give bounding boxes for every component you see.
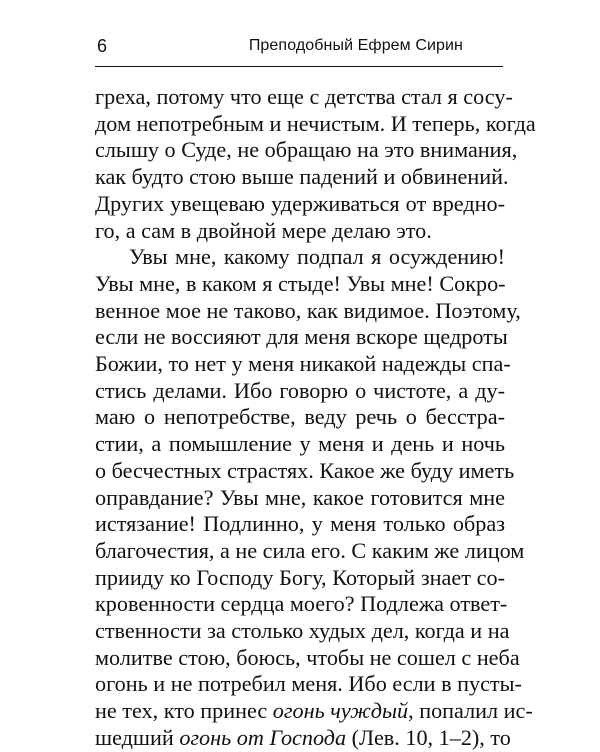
text-line: истязание! Подлинно, у меня только образ — [95, 511, 505, 537]
paragraph-1 — [95, 84, 536, 244]
text-line: маю о непотребстве, веду речь о бесстра- — [95, 404, 505, 430]
text-line: венное мое не таково, как видимое. Поэтому, — [95, 297, 521, 323]
text-line: оправдание? Увы мне, какое готовится мне — [95, 484, 505, 510]
text-line: прииду ко Господу Богу, Который знает со- — [95, 564, 505, 590]
text-line: молитве стою, боюсь, чтобы не сошел с неба — [95, 644, 520, 670]
text-line: огонь и не потребил меня. Ибо если в пусты- — [95, 671, 522, 697]
text-run: , попалил ис- — [408, 698, 533, 724]
text-line-with-quote — [95, 698, 533, 725]
text-line: благочестия, а не сила его. С каким же лицом — [95, 537, 525, 563]
text-line: о бесчестных страстях. Какое же буду иметь — [95, 457, 515, 483]
text-line: го, а сам в двойной мере делаю это. — [95, 217, 432, 243]
page-number: 6 — [97, 36, 108, 56]
text-line: кровенности сердца моего? Подлежа ответ- — [95, 591, 508, 617]
text-line: стись делами. Ибо говорю о чистоте, а ду- — [95, 377, 505, 403]
text-line: Других увещеваю удерживаться от вредно- — [95, 190, 505, 216]
text-line: как будто стою выше падений и обвинений. — [95, 164, 509, 190]
text-line: стии, а помышление у меня и день и ночь — [95, 431, 505, 457]
text-line: Божии, то нет у меня никакой надежды спа- — [95, 351, 511, 377]
text-line: Увы мне, в каком я стыде! Увы мне! Сокро- — [95, 270, 506, 296]
italic-quote: огонь от Господа — [179, 724, 347, 750]
text-line: греха, потому что еще с детства стал я сосу- — [95, 84, 513, 109]
page-header — [95, 36, 503, 70]
header-rule — [95, 66, 503, 67]
italic-quote: огонь чуждый — [272, 698, 409, 724]
text-line: дом непотребным и нечистым. И теперь, когда — [95, 110, 536, 136]
text-line: Увы мне, какому подпал я осуждению! — [129, 244, 505, 270]
text-line: ственности за столько худых дел, когда и на — [95, 618, 510, 644]
text-line-with-quote — [95, 724, 511, 752]
text-run: (Лев. 10, 1–2), то — [346, 724, 511, 750]
body-text — [95, 84, 536, 752]
paragraph-2 — [95, 244, 533, 751]
text-line: слышу о Суде, не обращаю на это внимания, — [95, 137, 518, 163]
text-line: если не воссияют для меня вскоре щедроты — [95, 324, 508, 350]
text-run: не тех, кто принес — [95, 698, 273, 724]
text-run: шедший — [95, 724, 180, 750]
running-title: Преподобный Ефрем Сирин — [248, 37, 463, 54]
